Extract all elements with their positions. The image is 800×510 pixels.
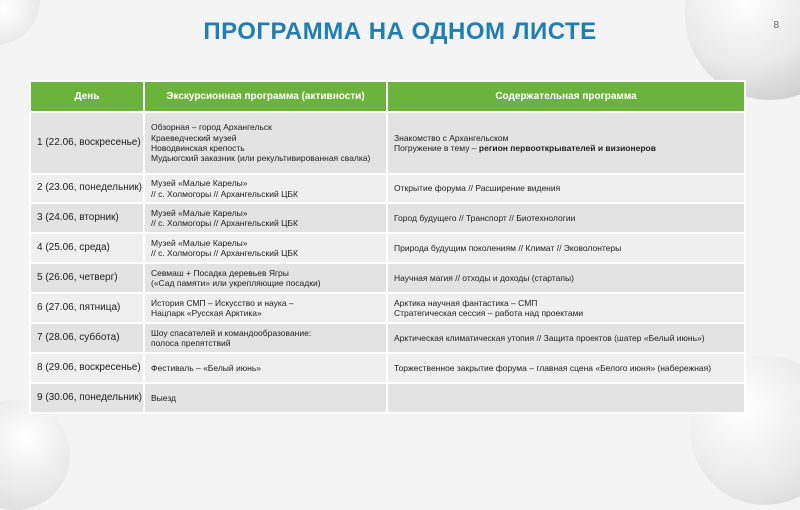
day-cell: 8 (29.06, воскресенье) <box>30 353 144 383</box>
day-cell: 3 (24.06, вторник) <box>30 203 144 233</box>
excursion-cell <box>144 323 387 353</box>
excursion-line: История СМП – Искусство и наука – <box>151 297 294 308</box>
day-cell: 6 (27.06, пятница) <box>30 293 144 323</box>
content-line: Арктическая климатическая утопия // Защита проектов (шатер «Белый июнь») <box>394 332 705 343</box>
excursion-line: Обзорная – город Архангельск <box>151 122 272 133</box>
content-cell <box>387 323 745 353</box>
content-line: Арктика научная фантастика – СМП <box>394 297 538 308</box>
content-line: Знакомство с Архангельском <box>394 132 509 143</box>
excursion-line: Шоу спасателей и командообразование: <box>151 327 312 338</box>
content-line: Открытие форума // Расширение видения <box>394 183 561 194</box>
excursion-cell <box>144 203 387 233</box>
content-cell <box>387 203 745 233</box>
table-row <box>30 293 745 323</box>
content-line: Торжественное закрытие форума – главная сцена «Белого июня» (набережная) <box>394 362 712 373</box>
content-cell <box>387 383 745 413</box>
day-cell: 5 (26.06, четверг) <box>30 263 144 293</box>
header-day: День <box>30 81 144 112</box>
header-content: Содержательная программа <box>387 81 745 112</box>
content-cell <box>387 112 745 174</box>
header-excursion: Экскурсионная программа (активности) <box>144 81 387 112</box>
excursion-line: Музей «Малые Карелы» <box>151 207 248 218</box>
excursion-cell <box>144 233 387 263</box>
table-row <box>30 263 745 293</box>
day-cell: 4 (25.06, среда) <box>30 233 144 263</box>
page-number: 8 <box>773 20 779 31</box>
table-row <box>30 203 745 233</box>
content-line: Стратегическая сессия – работа над проектами <box>394 308 584 318</box>
excursion-cell <box>144 263 387 293</box>
day-cell: 7 (28.06, суббота) <box>30 323 144 353</box>
content-emphasis: регион первооткрывателей и визионеров <box>478 143 656 153</box>
content-cell <box>387 293 745 323</box>
content-line: Природа будущим поколениям // Климат // Эковолонтеры <box>394 242 622 253</box>
table-header-row <box>30 81 745 112</box>
table-row <box>30 174 745 203</box>
content-line: Город будущего // Транспорт // Биотехнологии <box>394 212 576 223</box>
excursion-line: Нацпарк «Русская Арктика» <box>151 308 262 318</box>
content-line: Научная магия // отходы и доходы (стартапы) <box>394 272 574 283</box>
page-title: ПРОГРАММА НА ОДНОМ ЛИСТЕ <box>203 18 597 45</box>
excursion-cell <box>144 353 387 383</box>
excursion-line: Мудьюгский заказник (или рекультивированная свалка) <box>151 153 371 164</box>
day-cell: 1 (22.06, воскресенье) <box>30 112 144 174</box>
table-row <box>30 383 745 413</box>
content-cell <box>387 233 745 263</box>
decorative-sphere-bottom-left <box>0 400 70 510</box>
excursion-line: Севмаш + Посадка деревьев Ягры <box>151 267 289 278</box>
table-row <box>30 323 745 353</box>
excursion-line: // с. Холмогоры // Архангельский ЦБК <box>151 218 298 228</box>
content-line <box>394 143 738 153</box>
excursion-line: // с. Холмогоры // Архангельский ЦБК <box>151 188 298 199</box>
excursion-line: Выезд <box>151 392 176 403</box>
day-cell: 2 (23.06, понедельник) <box>30 174 144 203</box>
table-row <box>30 233 745 263</box>
excursion-line: Музей «Малые Карелы» <box>151 178 248 189</box>
excursion-cell <box>144 112 387 174</box>
excursion-line: Фестиваль – «Белый июнь» <box>151 362 261 373</box>
excursion-line: Новодвинская крепость <box>151 143 245 153</box>
table-row <box>30 353 745 383</box>
day-cell: 9 (30.06, понедельник) <box>30 383 144 413</box>
content-cell <box>387 353 745 383</box>
content-cell <box>387 263 745 293</box>
table-row <box>30 112 745 174</box>
excursion-line: // с. Холмогоры // Архангельский ЦБК <box>151 248 298 258</box>
excursion-cell <box>144 293 387 323</box>
excursion-line: полоса препятствий <box>151 338 231 348</box>
content-text: Погружение в тему – <box>394 143 479 153</box>
content-cell <box>387 174 745 203</box>
excursion-cell <box>144 174 387 203</box>
excursion-cell <box>144 383 387 413</box>
excursion-line: Музей «Малые Карелы» <box>151 237 248 248</box>
excursion-line: («Сад памяти» или укрепляющие посадки) <box>151 278 321 288</box>
program-table <box>29 80 746 414</box>
excursion-line: Краеведческий музей <box>151 132 237 143</box>
